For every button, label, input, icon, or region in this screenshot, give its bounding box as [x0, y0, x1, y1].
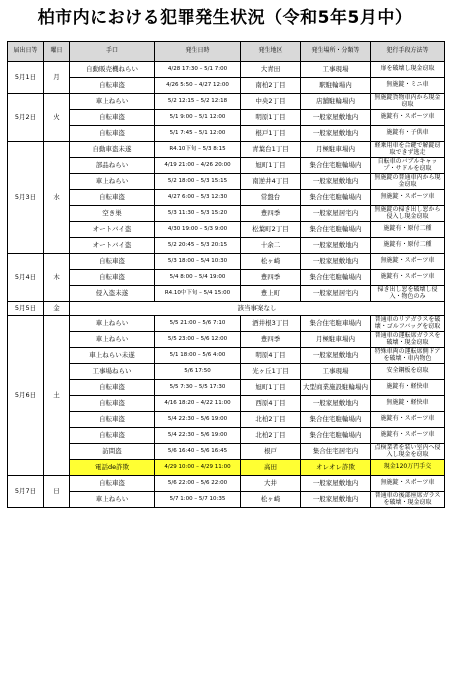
place-type: 一般家屋居宅内: [301, 286, 371, 302]
day-of-week: 日: [44, 476, 70, 508]
crime-type: 自動販売機ねらい: [70, 62, 155, 78]
table-row: [8, 476, 445, 492]
place-type: 大型商業施設駐輪場内: [301, 380, 371, 396]
crime-type: オートバイ盗: [70, 222, 155, 238]
header-dow: 曜日: [44, 42, 70, 62]
header-method-type: 手口: [70, 42, 155, 62]
day-of-week: 木: [44, 254, 70, 302]
crime-type: 車上ねらい: [70, 94, 155, 110]
method-detail: 施錠有・スポーツ車: [371, 270, 445, 286]
crime-type: 訪問盗: [70, 444, 155, 460]
table-row: [8, 286, 445, 302]
table-row: [8, 94, 445, 110]
table-row: [8, 332, 445, 348]
place-type: 工事現場: [301, 62, 371, 78]
table-row: [8, 78, 445, 94]
method-detail: 無施錠・スポーツ車: [371, 254, 445, 270]
occurrence-time: 5/4 22:30 – 5/6 19:00: [155, 428, 241, 444]
method-detail: 現金120万円手交: [371, 460, 445, 476]
occurrence-time: 4/30 19:00 – 5/3 9:00: [155, 222, 241, 238]
area: 旭町1丁目: [241, 158, 301, 174]
occurrence-time: 5/7 1:00 – 5/7 10:35: [155, 492, 241, 508]
method-detail: 施錠有・スポーツ車: [371, 412, 445, 428]
place-type: 集合住宅居宅内: [301, 444, 371, 460]
area: 豊四季: [241, 270, 301, 286]
crime-type: 車上ねらい: [70, 316, 155, 332]
place-type: 集合住宅駐車場内: [301, 316, 371, 332]
place-type: 一般家屋敷地内: [301, 396, 371, 412]
area: 中央2丁目: [241, 94, 301, 110]
table-row: [8, 412, 445, 428]
area: 南逆井4丁目: [241, 174, 301, 190]
area: 常盤台: [241, 190, 301, 206]
occurrence-time: R4.10中下旬 – 5/4 15:00: [155, 286, 241, 302]
crime-type: 侵入盗未遂: [70, 286, 155, 302]
occurrence-time: 5/6 16:40 – 5/6 16:45: [155, 444, 241, 460]
method-detail: 無施錠・ミニ車: [371, 78, 445, 94]
method-detail: 施錠有・スポーツ車: [371, 428, 445, 444]
area: 明原4丁目: [241, 348, 301, 364]
method-detail: 軽乗用車を合鍵で解錠窃取できず逃走: [371, 142, 445, 158]
place-type: 集合住宅駐輪場内: [301, 270, 371, 286]
crime-type: 部品ねらい: [70, 158, 155, 174]
table-row: [8, 460, 445, 476]
table-row: [8, 396, 445, 412]
occurrence-time: 5/4 8:00 – 5/4 19:00: [155, 270, 241, 286]
crime-type: 自転車盗: [70, 428, 155, 444]
area: 豊四季: [241, 206, 301, 222]
crime-type: 自転車盗: [70, 412, 155, 428]
place-type: 駅駐輪場内: [301, 78, 371, 94]
table-row: [8, 380, 445, 396]
table-row: [8, 110, 445, 126]
occurrence-time: 5/6 17:50: [155, 364, 241, 380]
crime-type: 車上ねらい: [70, 332, 155, 348]
table-row: [8, 126, 445, 142]
place-type: 集合住宅駐輪場内: [301, 190, 371, 206]
area: 高田: [241, 460, 301, 476]
area: 大井: [241, 476, 301, 492]
area: 豊上町: [241, 286, 301, 302]
day-of-week: 金: [44, 302, 70, 316]
crime-type: 電話de詐欺: [70, 460, 155, 476]
report-date: 5月3日: [8, 142, 44, 254]
table-row: [8, 62, 445, 78]
report-date: 5月4日: [8, 254, 44, 302]
area: 北柏2丁目: [241, 428, 301, 444]
table-row: [8, 174, 445, 190]
area: 北柏2丁目: [241, 412, 301, 428]
occurrence-time: 4/29 10:00 – 4/29 11:00: [155, 460, 241, 476]
method-detail: 点検業者を装い室内へ侵入し現金を窃取: [371, 444, 445, 460]
place-type: 一般家屋居宅内: [301, 206, 371, 222]
area: 大青田: [241, 62, 301, 78]
header-datetime: 発生日時: [155, 42, 241, 62]
area: 松ヶ崎: [241, 254, 301, 270]
table-row: [8, 364, 445, 380]
table-row: [8, 444, 445, 460]
header-date: 届出日等: [8, 42, 44, 62]
report-date: 5月7日: [8, 476, 44, 508]
method-detail: 施錠有・原付二種: [371, 222, 445, 238]
occurrence-time: 5/1 9:00 – 5/1 12:00: [155, 110, 241, 126]
crime-type: 自転車盗: [70, 270, 155, 286]
area: 松葉町2丁目: [241, 222, 301, 238]
method-detail: 無施錠の掃き出し窓から侵入し現金窃取: [371, 206, 445, 222]
day-of-week: 火: [44, 94, 70, 142]
occurrence-time: 4/16 18:20 – 4/22 11:00: [155, 396, 241, 412]
report-date: 5月1日: [8, 62, 44, 94]
crime-table: [7, 41, 445, 508]
table-row: [8, 238, 445, 254]
place-type: 集合住宅駐輪場内: [301, 412, 371, 428]
crime-type: 自転車盗: [70, 190, 155, 206]
crime-type: 自転車盗: [70, 396, 155, 412]
place-type: 一般家屋敷地内: [301, 492, 371, 508]
crime-type: 自転車盗: [70, 110, 155, 126]
occurrence-time: 4/19 21:00 – 4/26 20:00: [155, 158, 241, 174]
occurrence-time: 5/1 18:00 – 5/6 4:00: [155, 348, 241, 364]
day-of-week: 水: [44, 142, 70, 254]
method-detail: 無施錠の普通車内から現金窃取: [371, 174, 445, 190]
method-detail: 自転車のバブルキャップ・サドルを窃取: [371, 158, 445, 174]
place-type: 一般家屋敷地内: [301, 110, 371, 126]
header-area: 発生地区: [241, 42, 301, 62]
crime-type: 車上ねらい: [70, 492, 155, 508]
place-type: 工事現場: [301, 364, 371, 380]
method-detail: 無施錠・スポーツ車: [371, 476, 445, 492]
method-detail: 施錠有・スポーツ車: [371, 110, 445, 126]
page-title: 柏市内における犯罪発生状況（令和5年5月中）: [37, 8, 413, 28]
occurrence-time: 4/28 17:30 – 5/1 7:00: [155, 62, 241, 78]
place-type: 一般家屋敷地内: [301, 348, 371, 364]
crime-type: オートバイ盗: [70, 238, 155, 254]
occurrence-time: 4/27 6:00 – 5/3 12:30: [155, 190, 241, 206]
occurrence-time: 5/5 23:00 – 5/6 12:00: [155, 332, 241, 348]
area: 西原4丁目: [241, 396, 301, 412]
place-type: 一般家屋敷地内: [301, 174, 371, 190]
table-row: [8, 302, 445, 316]
area: 明原1丁目: [241, 110, 301, 126]
day-of-week: 月: [44, 62, 70, 94]
occurrence-time: 4/26 5:50 – 4/27 12:00: [155, 78, 241, 94]
crime-type: 車上ねらい未遂: [70, 348, 155, 364]
crime-type: 工事場ねらい: [70, 364, 155, 380]
table-row: [8, 254, 445, 270]
method-detail: 普通車の後部座席ガラスを破壊・現金窃取: [371, 492, 445, 508]
occurrence-time: 5/2 12:15 – 5/2 12:18: [155, 94, 241, 110]
area: 根戸: [241, 444, 301, 460]
place-type: 店舗駐輪場内: [301, 94, 371, 110]
method-detail: 無施錠・軽快車: [371, 396, 445, 412]
occurrence-time: 5/1 7:45 – 5/1 12:00: [155, 126, 241, 142]
place-type: 集合住宅駐輪場内: [301, 428, 371, 444]
report-date: 5月5日: [8, 302, 44, 316]
table-row: [8, 348, 445, 364]
area: 青葉台1丁目: [241, 142, 301, 158]
crime-type: 自転車盗: [70, 254, 155, 270]
crime-type: 自転車盗: [70, 126, 155, 142]
method-detail: 扉を破壊し現金窃取: [371, 62, 445, 78]
area: 豊四季: [241, 332, 301, 348]
table-row: [8, 428, 445, 444]
header-means: 犯行手段方法等: [371, 42, 445, 62]
table-row: [8, 492, 445, 508]
table-row: [8, 270, 445, 286]
crime-type: 自転車盗: [70, 380, 155, 396]
occurrence-time: 5/2 20:45 – 5/3 20:15: [155, 238, 241, 254]
place-type: 月極駐車場内: [301, 332, 371, 348]
place-type: 一般家屋敷地内: [301, 254, 371, 270]
table-row: [8, 190, 445, 206]
occurrence-time: 5/3 18:00 – 5/4 10:30: [155, 254, 241, 270]
header-place: 発生場所・分類等: [301, 42, 371, 62]
header-row: [8, 42, 445, 62]
crime-type: 自転車盗: [70, 476, 155, 492]
table-row: [8, 222, 445, 238]
crime-type: 自動車盗未遂: [70, 142, 155, 158]
method-detail: 施錠有・軽快車: [371, 380, 445, 396]
occurrence-time: 5/5 21:00 – 5/6 7:10: [155, 316, 241, 332]
method-detail: 施錠有・子供車: [371, 126, 445, 142]
place-type: 一般家屋敷地内: [301, 126, 371, 142]
method-detail: 施錠有・原付二種: [371, 238, 445, 254]
occurrence-time: R4.10下旬 – 5/3 8:15: [155, 142, 241, 158]
crime-type: 空き巣: [70, 206, 155, 222]
place-type: オレオレ詐欺: [301, 460, 371, 476]
area: 十余二: [241, 238, 301, 254]
no-incident-note: 該当事案なし: [70, 302, 445, 316]
table-row: [8, 158, 445, 174]
report-date: 5月6日: [8, 316, 44, 476]
area: 光ヶ丘1丁目: [241, 364, 301, 380]
place-type: 一般家屋敷地内: [301, 476, 371, 492]
method-detail: 無施錠貨物車内から現金窃取: [371, 94, 445, 110]
method-detail: 掃き出し窓を破壊し侵入・物色のみ: [371, 286, 445, 302]
place-type: 一般家屋敷地内: [301, 238, 371, 254]
occurrence-time: 5/3 11:30 – 5/3 15:20: [155, 206, 241, 222]
table-row: [8, 142, 445, 158]
area: 南柏2丁目: [241, 78, 301, 94]
day-of-week: 土: [44, 316, 70, 476]
occurrence-time: 5/4 22:30 – 5/6 19:00: [155, 412, 241, 428]
crime-type: 自転車盗: [70, 78, 155, 94]
place-type: 月極駐車場内: [301, 142, 371, 158]
area: 松ヶ崎: [241, 492, 301, 508]
table-row: [8, 206, 445, 222]
table-row: [8, 316, 445, 332]
place-type: 集合住宅駐輪場内: [301, 158, 371, 174]
area: 酒井根3丁目: [241, 316, 301, 332]
area: 旭町1丁目: [241, 380, 301, 396]
report-date: 5月2日: [8, 94, 44, 142]
method-detail: 普通車のリアガラスを破壊・ゴルフバッグを窃取: [371, 316, 445, 332]
occurrence-time: 5/5 7:30 – 5/5 17:30: [155, 380, 241, 396]
method-detail: 安全鋼板を窃取: [371, 364, 445, 380]
place-type: 集合住宅駐輪場内: [301, 222, 371, 238]
method-detail: 普通車の運転席ガラスを破壊・現金窃取: [371, 332, 445, 348]
method-detail: 特殊車両の運転席側ドアを破壊・車内物色: [371, 348, 445, 364]
area: 根戸1丁目: [241, 126, 301, 142]
occurrence-time: 5/6 22:00 – 5/6 22:00: [155, 476, 241, 492]
occurrence-time: 5/2 18:00 – 5/3 15:15: [155, 174, 241, 190]
method-detail: 無施錠・スポーツ車: [371, 190, 445, 206]
crime-type: 車上ねらい: [70, 174, 155, 190]
